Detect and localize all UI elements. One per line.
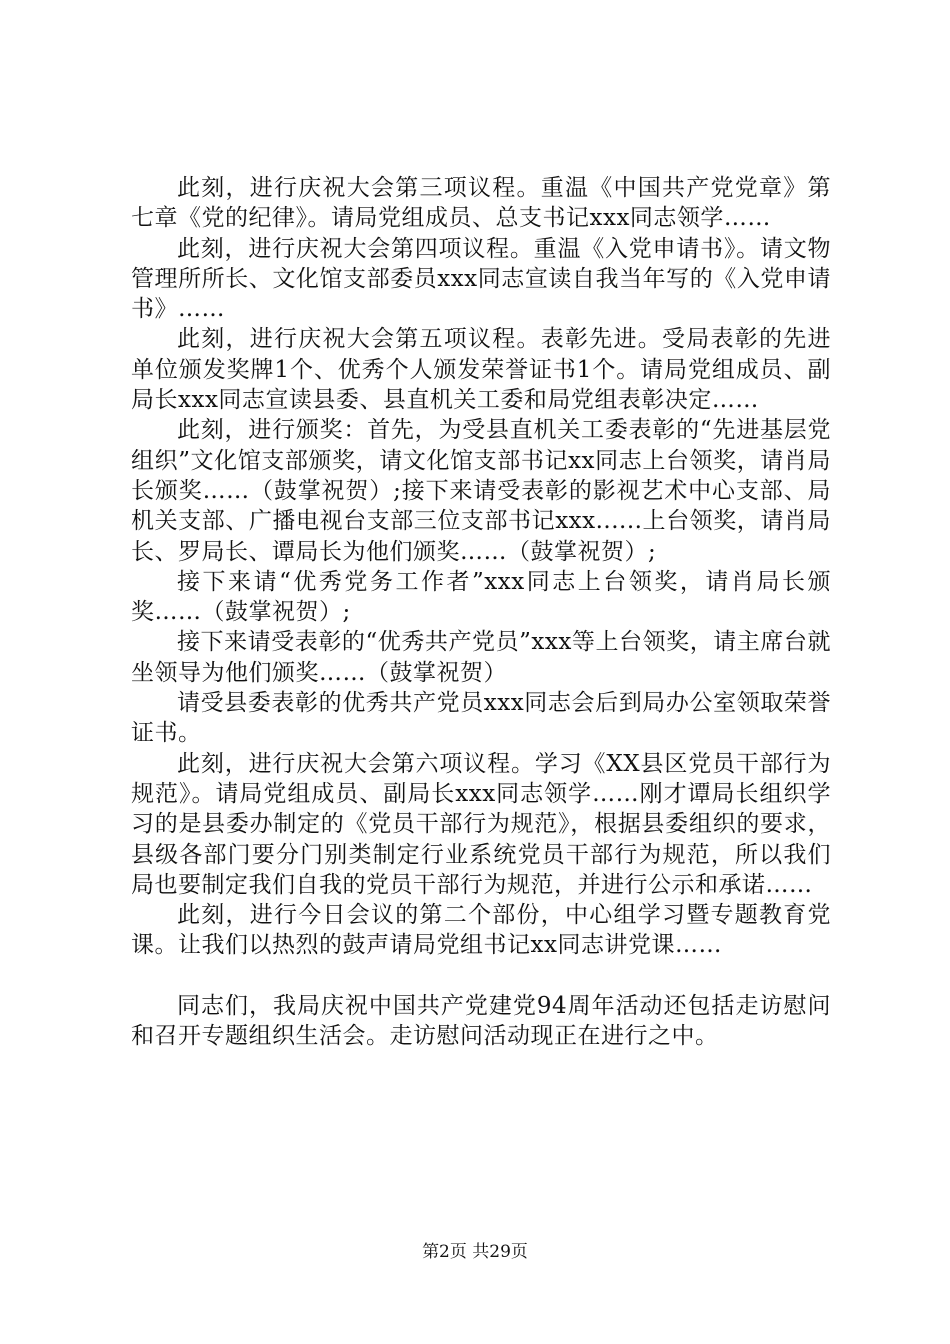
- paragraph-awards: 此刻，进行颁奖：首先，为受县直机关工委表彰的“先进基层党组织”文化馆支部颁奖，请文化馆支部书记xx同志上台领奖，请肖局长颁奖……（鼓掌祝贺）;接下来请受表彰的影视艺术中心支部、局机关支部、广播电视台支部三位支部书记xxx......上台领奖，请肖局长、罗局长、谭局长为他们颁奖……（鼓掌祝贺）;: [131, 417, 831, 565]
- paragraph-agenda-6: 此刻，进行庆祝大会第六项议程。学习《XX县区党员干部行为规范》。请局党组成员、副局长xxx同志领学……刚才谭局长组织学习的是县委办制定的《党员干部行为规范》，根据县委组织的要求，县级各部门要分门别类制定行业系统党员干部行为规范，所以我们局也要制定我们自我的党员干部行为规范，并进行公示和承诺……: [131, 750, 831, 898]
- paragraph-agenda-5: 此刻，进行庆祝大会第五项议程。表彰先进。受局表彰的先进单位颁发奖牌1个、优秀个人颁发荣誉证书1个。请局党组成员、副局长xxx同志宣读县委、县直机关工委和局党组表彰决定……: [131, 326, 831, 414]
- paragraph-closing: 同志们，我局庆祝中国共产党建党94周年活动还包括走访慰问和召开专题组织生活会。走访慰问活动现正在进行之中。: [131, 992, 831, 1050]
- paragraph-agenda-3: 此刻，进行庆祝大会第三项议程。重温《中国共产党党章》第七章《党的纪律》。请局党组成员、总支书记xxx同志领学……: [131, 175, 831, 232]
- document-body: [131, 173, 831, 1051]
- paragraph-certificate: 请受县委表彰的优秀共产党员xxx同志会后到局办公室领取荣誉证书。: [131, 690, 831, 747]
- page-number-footer: 第2页 共29页: [422, 1242, 528, 1262]
- paragraph-award-party-worker: 接下来请“优秀党务工作者”xxx同志上台领奖，请肖局长颁奖……（鼓掌祝贺）;: [131, 568, 831, 626]
- paragraph-party-lecture: 此刻，进行今日会议的第二个部份，中心组学习暨专题教育党课。让我们以热烈的鼓声请局党组书记xx同志讲党课……: [131, 902, 831, 959]
- paragraph-award-party-member: 接下来请受表彰的“优秀共产党员”xxx等上台领奖，请主席台就坐领导为他们颁奖……（鼓掌祝贺）: [131, 629, 831, 686]
- paragraph-agenda-4: 此刻，进行庆祝大会第四项议程。重温《入党申请书》。请文物管理所所长、文化馆支部委员xxx同志宣读自我当年写的《入党申请书》……: [131, 235, 831, 323]
